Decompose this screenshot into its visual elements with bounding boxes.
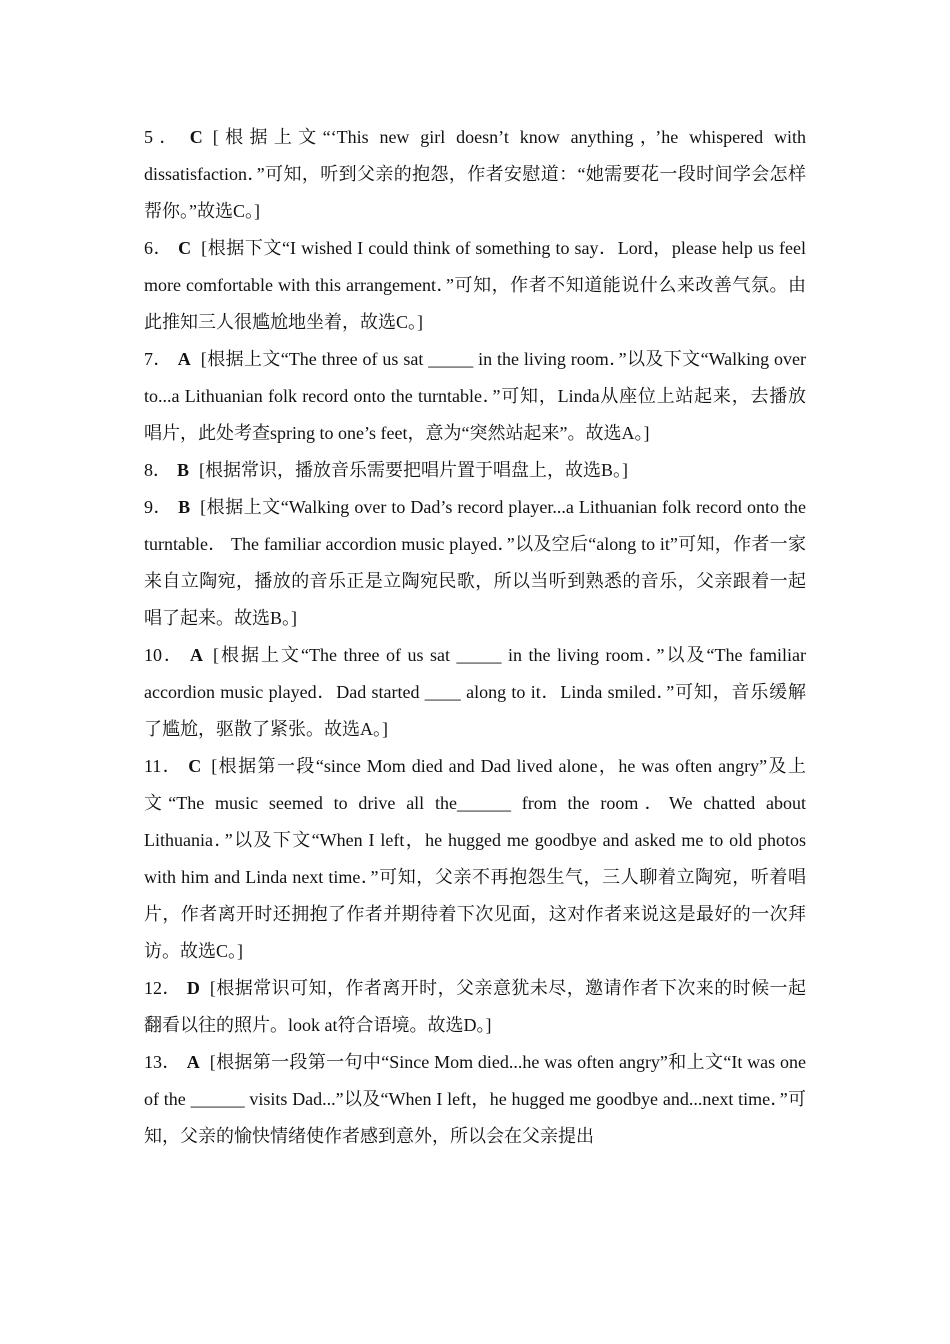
answer-letter: C: [188, 756, 202, 776]
question-number: 7．: [144, 349, 172, 369]
answer-item-6: [144, 230, 806, 341]
answer-letter: A: [186, 1052, 200, 1072]
question-number: 9．: [144, 497, 173, 517]
answer-letter: B: [177, 460, 190, 480]
question-number: 11．: [144, 756, 183, 776]
answer-letter: C: [178, 238, 192, 258]
answer-explanation: [根据上文“Walking over to Dad’s record player...a Lithuanian folk record onto the turntable． The familiar accordion music played．”以及空后“along to it”可知，作者一家来自立陶宛，播放的音乐正是立陶宛民歌，所以当听到熟悉的音乐，父亲跟着一起唱了起来。故选B。]: [144, 497, 806, 628]
question-number: 5．: [144, 127, 184, 147]
answer-item-13: [144, 1044, 806, 1155]
answer-explanation: [根据第一段第一句中“Since Mom died...he was often angry”和上文“It was one of the ______ visits Dad...”以及“When I left，he hugged me goodbye and...next time．”可知，父亲的愉快情绪使作者感到意外，所以会在父亲提出: [144, 1052, 807, 1146]
answer-item-12: [144, 970, 806, 1044]
answer-explanation: [根据常识可知，作者离开时，父亲意犹未尽，邀请作者下次来的时候一起翻看以往的照片。look at符合语境。故选D。]: [144, 978, 806, 1035]
answer-item-11: [144, 748, 806, 970]
answer-item-10: [144, 637, 806, 748]
answer-letter: C: [189, 127, 203, 147]
answer-item-5: [144, 119, 806, 230]
question-number: 10．: [144, 645, 185, 665]
answer-explanation: [根据上文“The three of us sat _____ in the living room．”以及“The familiar accordion music played．Dad started ____ along to it．Linda smiled．”可知，音乐缓解了尴尬，驱散了紧张。故选A。]: [144, 645, 807, 739]
answer-letter: A: [177, 349, 191, 369]
answer-letter: D: [186, 978, 200, 998]
answer-letter: A: [190, 645, 204, 665]
question-number: 6．: [144, 238, 173, 258]
answer-explanation: [根据上文“‘This new girl doesn’t know anything，’he whispered with dissatisfaction．”可知，听到父亲的抱怨，作者安慰道：“她需要花一段时间学会怎样帮你。”故选C。]: [144, 127, 806, 221]
answer-explanation: [根据下文“I wished I could think of something to say．Lord，please help us feel more comfortable with this arrangement．”可知，作者不知道能说什么来改善气氛。由此推知三人很尴尬地坐着，故选C。]: [144, 238, 806, 332]
question-number: 8．: [144, 460, 171, 480]
answer-item-8: [144, 452, 806, 489]
question-number: 12．: [144, 978, 181, 998]
answer-explanation: [根据常识，播放音乐需要把唱片置于唱盘上，故选B。]: [199, 460, 629, 480]
answer-explanation: [根据上文“The three of us sat _____ in the living room．”以及下文“Walking over to...a Lithuanian folk record onto the turntable．”可知，Linda从座位上站起来，去播放唱片，此处考查spring to one’s feet，意为“突然站起来”。故选A。]: [144, 349, 806, 443]
question-number: 13．: [144, 1052, 181, 1072]
answer-key-page: [144, 119, 806, 1155]
answer-item-9: [144, 489, 806, 637]
answer-item-7: [144, 341, 806, 452]
answer-letter: B: [178, 497, 191, 517]
answer-explanation: [根据第一段“since Mom died and Dad lived alone，he was often angry”及上文“The music seemed to drive all the______ from the room．We chatted about Lithuania．”以及下文“When I left，he hugged me goodbye and asked me to old photos with him and Linda next time．”可知，父亲不再抱怨生气，三人聊着立陶宛，听着唱片，作者离开时还拥抱了作者并期待着下次见面，这对作者来说这是最好的一次拜访。故选C。]: [144, 756, 806, 961]
